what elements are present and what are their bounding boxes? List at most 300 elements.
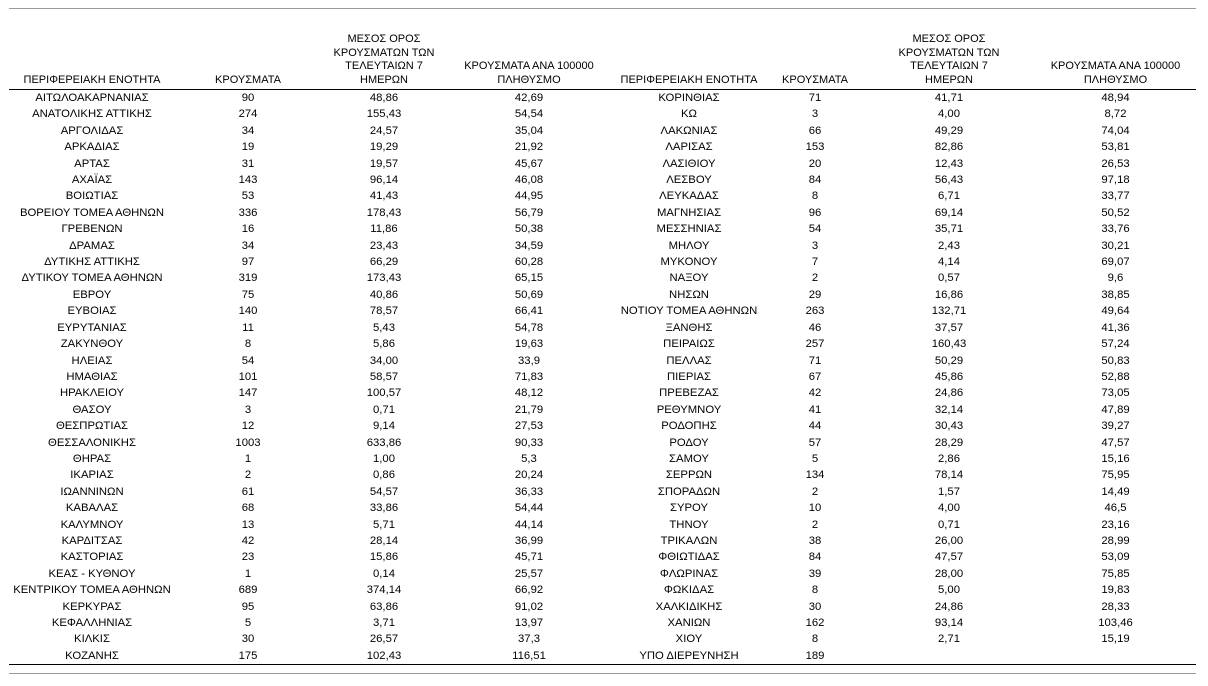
header-per100k-right: ΚΡΟΥΣΜΑΤΑ ΑΝΑ 100000 ΠΛΗΘΥΣΜΟ (1035, 33, 1196, 90)
cell-avg7-left: 5,43 (373, 321, 395, 334)
cell-per100k-right: 103,46 (1098, 617, 1133, 629)
cell-per100k-left: 91,02 (514, 600, 544, 613)
cell-region-left: ΓΡΕΒΕΝΩΝ (61, 223, 123, 236)
cell-avg7-right: 82,86 (934, 141, 964, 154)
cell-per100k-right: 15,16 (1101, 452, 1130, 465)
cell-region-left: ΗΜΑΘΙΑΣ (66, 370, 118, 383)
cell-region-left: ΚΑΒΑΛΑΣ (65, 502, 119, 515)
cell-per100k-right: 52,88 (1101, 370, 1130, 383)
table-row (9, 418, 1196, 434)
cell-region-left: ΙΩΑΝΝΙΝΩΝ (60, 485, 124, 498)
cell-per100k-left: 36,99 (514, 534, 544, 547)
table-row (9, 631, 1196, 647)
cell-cases-left: 54 (241, 354, 255, 367)
cell-per100k-left: 50,38 (514, 223, 544, 236)
cell-avg7-left: 19,57 (369, 157, 399, 170)
cell-per100k-left: 45,67 (514, 157, 544, 170)
cell-per100k-right: 38,85 (1101, 288, 1130, 301)
cell-cases-left: 16 (241, 223, 255, 236)
cell-region-right: ΠΕΙΡΑΙΩΣ (663, 338, 715, 351)
cell-per100k-left: 71,83 (514, 370, 544, 383)
cell-avg7-right: 2,43 (938, 239, 960, 252)
table-row (9, 533, 1196, 549)
cell-per100k-right: 53,09 (1101, 551, 1130, 564)
cell-cases-left: 175 (175, 648, 321, 665)
cell-avg7-right: 28,00 (934, 567, 964, 580)
table-row (9, 156, 1196, 172)
cell-per100k-right: 73,05 (1101, 387, 1130, 400)
table-row (9, 287, 1196, 303)
cell-cases-left: 140 (238, 305, 258, 318)
cell-region-left: ΔΥΤΙΚΟΥ ΤΟΜΕΑ ΑΘΗΝΩΝ (21, 272, 163, 285)
cell-avg7-right: 26,00 (934, 534, 964, 547)
cell-region-right: ΛΑΚΩΝΙΑΣ (660, 124, 718, 137)
cell-avg7-right: 4,14 (938, 256, 960, 269)
cell-region-right: ΠΕΛΛΑΣ (666, 354, 712, 367)
cell-avg7-left: 374,14 (366, 584, 402, 597)
regional-cases-table (9, 33, 1196, 665)
cell-avg7-left: 63,86 (369, 600, 399, 613)
cell-cases-left: 143 (238, 174, 258, 187)
cell-per100k-right: 39,27 (1101, 420, 1130, 433)
cell-cases-left: 274 (238, 108, 258, 121)
cell-avg7-left: 0,14 (373, 567, 395, 580)
cell-avg7-right: 12,43 (934, 157, 964, 170)
cell-cases-left: 68 (241, 502, 255, 515)
cell-cases-left: 34 (241, 124, 255, 137)
cell-region-left: ΙΚΑΡΙΑΣ (70, 469, 114, 482)
cell-region-left: ΚΑΛΥΜΝΟΥ (60, 518, 124, 531)
cell-cases-right: 257 (805, 338, 825, 351)
table-row (9, 385, 1196, 401)
cell-per100k-right: 28,33 (1101, 600, 1130, 613)
cell-per100k-left: 5,3 (521, 452, 537, 465)
cell-per100k-left: 54,44 (514, 502, 544, 515)
cell-per100k-right: 47,89 (1101, 403, 1130, 416)
cell-per100k-right: 26,53 (1101, 157, 1130, 170)
cell-region-right: ΧΑΛΚΙΔΙΚΗΣ (655, 600, 723, 613)
cell-per100k-left: 66,41 (514, 305, 544, 318)
cell-region-left: ΕΒΡΟΥ (72, 288, 112, 301)
cell-region-right: ΜΗΛΟΥ (668, 239, 710, 252)
cell-region-right: ΦΩΚΙΔΑΣ (663, 584, 715, 597)
cell-per100k-right: 33,76 (1101, 223, 1130, 236)
cell-region-left: ΚΕΑΣ - ΚΥΘΝΟΥ (48, 567, 136, 580)
cell-region-right: ΛΑΡΙΣΑΣ (665, 141, 713, 154)
cell-cases-left: 19 (241, 141, 255, 154)
cell-avg7-left: 26,57 (369, 633, 399, 646)
cell-per100k-right: 33,77 (1101, 190, 1130, 203)
cell-avg7-right: 78,14 (934, 469, 964, 482)
cell-region-left: ΚΑΣΤΟΡΙΑΣ (60, 551, 124, 564)
cell-avg7-right: 30,43 (934, 420, 964, 433)
cell-per100k-right: 53,81 (1101, 141, 1130, 154)
cell-avg7-right: 41,71 (934, 92, 964, 104)
cell-region-left: ΒΟΙΩΤΙΑΣ (65, 190, 119, 203)
cell-cases-right: 46 (808, 321, 822, 334)
cell-avg7-right (863, 648, 1035, 665)
header-avg7-right: ΜΕΣΟΣ ΟΡΟΣ ΚΡΟΥΣΜΑΤΩΝ ΤΩΝ ΤΕΛΕΥΤΑΙΩΝ 7 ΗΜΕΡΩΝ (863, 33, 1035, 90)
cell-per100k-left: 35,04 (514, 124, 544, 137)
cell-cases-right: 2 (811, 518, 819, 531)
cell-region-left: ΚΕΦΑΛΛΗΝΙΑΣ (51, 617, 133, 629)
table-row (9, 500, 1196, 516)
cell-cases-left: 689 (238, 584, 258, 597)
cell-per100k-left: 21,79 (514, 403, 544, 416)
cell-cases-right: 2 (811, 485, 819, 498)
cell-cases-left: 53 (241, 190, 255, 203)
cell-region-right: ΠΙΕΡΙΑΣ (666, 370, 712, 383)
cell-per100k-right: 28,99 (1101, 534, 1130, 547)
cell-cases-right: 10 (808, 502, 822, 515)
cell-region-right: ΡΟΔΟΠΗΣ (661, 420, 717, 433)
cell-avg7-left: 3,71 (373, 617, 395, 629)
cell-avg7-right: 5,00 (938, 584, 960, 597)
cell-region-right: ΦΘΙΩΤΙΔΑΣ (658, 551, 720, 564)
cell-per100k-left: 90,33 (514, 436, 544, 449)
cell-cases-right: 134 (805, 469, 825, 482)
cell-avg7-right: 45,86 (934, 370, 964, 383)
cell-per100k-left: 48,12 (514, 387, 544, 400)
cell-avg7-left: 11,86 (370, 223, 398, 236)
cell-cases-right: 29 (808, 288, 822, 301)
cell-avg7-left: 5,71 (373, 518, 395, 531)
cell-region-left: ΗΡΑΚΛΕΙΟΥ (59, 387, 125, 400)
cell-avg7-right: 93,14 (934, 617, 964, 629)
cell-per100k-right: 9,6 (1107, 272, 1124, 285)
cell-avg7-right: 37,57 (934, 321, 964, 334)
cell-region-left: ΖΑΚΥΝΘΟΥ (60, 338, 124, 351)
table-row (9, 549, 1196, 565)
cell-cases-right: 162 (805, 617, 825, 629)
cell-cases-right: 71 (808, 354, 822, 367)
header-region-right: ΠΕΡΙΦΕΡΕΙΑΚΗ ΕΝΟΤΗΤΑ (611, 33, 767, 90)
cell-region-left: ΚΕΡΚΥΡΑΣ (62, 600, 122, 613)
cell-cases-left: 97 (241, 256, 255, 269)
cell-avg7-right: 4,00 (938, 108, 960, 121)
cell-avg7-right: 50,29 (934, 354, 964, 367)
table-row (9, 139, 1196, 155)
cell-avg7-left: 24,57 (369, 124, 399, 137)
cell-per100k-right: 15,19 (1101, 633, 1130, 646)
cell-region-right: ΠΡΕΒΕΖΑΣ (659, 387, 719, 400)
cell-cases-left: 23 (241, 551, 255, 564)
cell-cases-right: 2 (811, 272, 819, 285)
cell-avg7-right: 0,71 (938, 518, 960, 531)
cell-avg7-left: 633,86 (366, 436, 402, 449)
cell-region-left: ΘΑΣΟΥ (72, 403, 112, 416)
cell-avg7-right: 1,57 (938, 485, 960, 498)
cell-region-left: ΑΧΑΪΑΣ (71, 174, 113, 187)
table-row (9, 303, 1196, 319)
cell-cases-left: 147 (238, 387, 258, 400)
cell-per100k-left: 34,59 (514, 239, 544, 252)
cell-cases-right: 66 (808, 124, 822, 137)
cell-per100k-left: 44,95 (514, 190, 544, 203)
cell-per100k-left: 56,79 (514, 206, 544, 219)
cell-per100k-right: 74,04 (1101, 124, 1130, 137)
cell-avg7-left: 33,86 (369, 502, 399, 515)
cell-region-left: ΘΕΣΠΡΩΤΙΑΣ (55, 420, 128, 433)
cell-cases-right: 30 (808, 600, 822, 613)
cell-region-right: ΛΕΣΒΟΥ (666, 174, 712, 187)
cell-region-left: ΔΡΑΜΑΣ (69, 239, 115, 252)
cell-region-left: ΘΕΣΣΑΛΟΝΙΚΗΣ (48, 436, 136, 449)
cell-per100k-left: 42,69 (514, 92, 544, 104)
cell-avg7-left: 23,43 (369, 239, 399, 252)
table-row (9, 353, 1196, 369)
cell-avg7-right: 0,57 (938, 272, 960, 285)
cell-per100k-left: 50,69 (514, 288, 544, 301)
cell-region-right: ΣΠΟΡΑΔΩΝ (657, 485, 721, 498)
cell-avg7-left: 58,57 (369, 370, 399, 383)
cell-per100k-right (1035, 648, 1196, 665)
cell-avg7-left: 41,43 (369, 190, 399, 203)
cell-region-right: ΝΑΞΟΥ (669, 272, 709, 285)
table-row (9, 566, 1196, 582)
cell-cases-left: 2 (244, 469, 252, 482)
cell-per100k-left: 13,97 (514, 617, 544, 629)
cell-region-left: ΗΛΕΙΑΣ (71, 354, 113, 367)
cell-cases-right: 57 (808, 436, 822, 449)
cell-region-right: ΤΡΙΚΑΛΩΝ (660, 534, 718, 547)
cell-region-right: ΣΥΡΟΥ (669, 502, 708, 515)
cell-per100k-right: 75,85 (1101, 567, 1130, 580)
cell-cases-right: 5 (811, 452, 819, 465)
cell-region-left: ΚΙΛΚΙΣ (74, 633, 110, 646)
cell-region-right: ΛΕΥΚΑΔΑΣ (659, 190, 719, 203)
cell-avg7-right: 24,86 (934, 600, 964, 613)
cell-cases-right: 39 (808, 567, 822, 580)
header-cases-left: ΚΡΟΥΣΜΑΤΑ (175, 33, 321, 90)
cell-avg7-left: 48,86 (369, 92, 399, 104)
cell-avg7-right: 6,71 (938, 190, 960, 203)
table-row (9, 369, 1196, 385)
cell-cases-right: 41 (808, 403, 822, 416)
cell-avg7-right: 160,43 (931, 338, 967, 351)
cell-per100k-right: 49,64 (1101, 305, 1130, 318)
table-row (9, 582, 1196, 598)
cell-avg7-right: 32,14 (934, 403, 964, 416)
cell-region-right: ΛΑΣΙΘΙΟΥ (662, 157, 716, 170)
cell-region-right: ΜΑΓΝΗΣΙΑΣ (656, 206, 722, 219)
table-row (9, 172, 1196, 188)
cell-cases-right: 263 (805, 305, 825, 318)
cell-cases-right: 42 (808, 387, 822, 400)
cell-region-right: ΤΗΝΟΥ (669, 518, 709, 531)
cell-per100k-right: 75,95 (1101, 469, 1130, 482)
cell-cases-right: 8 (811, 190, 819, 203)
cell-per100k-left: 21,92 (514, 141, 544, 154)
cell-cases-left: 61 (241, 485, 255, 498)
cell-cases-left: 13 (241, 518, 255, 531)
cell-cases-left: 11 (242, 321, 254, 334)
cell-cases-left: 1 (244, 452, 252, 465)
cell-per100k-right: 50,52 (1101, 206, 1130, 219)
cell-avg7-right: 2,86 (938, 452, 960, 465)
cell-region-right: ΝΗΣΩΝ (669, 288, 709, 301)
cell-cases-left: 34 (241, 239, 255, 252)
cell-avg7-right: 56,43 (934, 174, 964, 187)
cell-per100k-left: 36,33 (514, 485, 544, 498)
table-row (9, 336, 1196, 352)
bottom-rule (9, 673, 1196, 674)
table-row (9, 599, 1196, 615)
cell-cases-left: 12 (241, 420, 255, 433)
cell-cases-right: 8 (811, 584, 819, 597)
table-row (9, 402, 1196, 418)
header-avg7-left: ΜΕΣΟΣ ΟΡΟΣ ΚΡΟΥΣΜΑΤΩΝ ΤΩΝ ΤΕΛΕΥΤΑΙΩΝ 7 ΗΜΕΡΩΝ (321, 33, 447, 90)
cell-region-right: ΥΠΟ ΔΙΕΡΕΥΝΗΣΗ (611, 648, 767, 665)
cell-cases-right: 8 (811, 633, 819, 646)
cell-region-left: ΚΕΝΤΡΙΚΟΥ ΤΟΜΕΑ ΑΘΗΝΩΝ (13, 584, 171, 597)
table-row (9, 270, 1196, 286)
cell-per100k-left: 25,57 (514, 567, 544, 580)
cell-avg7-right: 16,86 (934, 288, 964, 301)
cell-per100k-left: 54,78 (514, 321, 544, 334)
cell-per100k-left: 33,9 (518, 354, 540, 367)
cell-avg7-right: 132,71 (931, 305, 967, 318)
cell-region-left: ΑΡΓΟΛΙΔΑΣ (60, 124, 124, 137)
top-rule (9, 8, 1196, 9)
cell-avg7-right: 69,14 (934, 206, 964, 219)
cell-avg7-left: 54,57 (369, 485, 399, 498)
cell-cases-left: 75 (241, 288, 255, 301)
header-per100k-left: ΚΡΟΥΣΜΑΤΑ ΑΝΑ 100000 ΠΛΗΘΥΣΜΟ (447, 33, 611, 90)
table-row (9, 435, 1196, 451)
cell-per100k-left: 66,92 (514, 584, 544, 597)
cell-per100k-left: 54,54 (514, 108, 544, 121)
cell-avg7-left: 15,86 (369, 551, 399, 564)
cell-region-left: ΚΑΡΔΙΤΣΑΣ (61, 534, 123, 547)
cell-per100k-left: 46,08 (514, 174, 544, 187)
cell-region-left: ΚΟΖΑΝΗΣ (9, 648, 175, 665)
cell-per100k-right: 57,24 (1101, 338, 1130, 351)
cell-avg7-left: 1,00 (373, 452, 395, 465)
cell-per100k-left: 37,3 (518, 633, 540, 646)
cell-cases-right: 38 (808, 534, 822, 547)
table-body (9, 90, 1196, 665)
table-row (9, 320, 1196, 336)
cell-avg7-left: 9,14 (373, 420, 395, 433)
cell-cases-right: 84 (808, 174, 822, 187)
cell-per100k-right: 14,49 (1101, 485, 1130, 498)
table-row (9, 90, 1196, 107)
cell-cases-left: 8 (244, 338, 252, 351)
cell-avg7-left: 28,14 (369, 534, 399, 547)
cell-region-left: ΘΗΡΑΣ (72, 452, 112, 465)
cell-region-right: ΧΙΟΥ (675, 633, 703, 646)
cell-region-right: ΚΟΡΙΝΘΙΑΣ (658, 92, 720, 104)
cell-region-left: ΕΥΡΥΤΑΝΙΑΣ (57, 321, 127, 334)
cell-cases-left: 1003 (235, 436, 261, 449)
cell-per100k-left: 65,15 (514, 272, 544, 285)
cell-per100k-left: 19,63 (514, 338, 544, 351)
cell-avg7-left: 66,29 (369, 256, 399, 269)
cell-per100k-right: 8,72 (1104, 108, 1127, 121)
cell-per100k-right: 46,5 (1104, 502, 1127, 515)
table-row (9, 467, 1196, 483)
cell-cases-left: 30 (241, 633, 255, 646)
cell-per100k-right: 23,16 (1101, 518, 1130, 531)
cell-per100k-left: 45,71 (514, 551, 544, 564)
table-row (9, 188, 1196, 204)
table-row (9, 648, 1196, 665)
cell-avg7-left: 96,14 (369, 174, 399, 187)
cell-cases-left: 336 (238, 206, 258, 219)
cell-per100k-left: 44,14 (514, 518, 544, 531)
cell-region-left: ΑΙΤΩΛΟΑΚΑΡΝΑΝΙΑΣ (35, 92, 149, 104)
cell-cases-left: 3 (244, 403, 252, 416)
table-row (9, 221, 1196, 237)
cell-per100k-right: 41,36 (1101, 321, 1130, 334)
table-row (9, 106, 1196, 122)
cell-avg7-right: 2,71 (938, 633, 960, 646)
cell-avg7-left: 100,57 (366, 387, 402, 400)
table-row (9, 484, 1196, 500)
cell-avg7-right: 47,57 (934, 551, 964, 564)
cell-region-left: ΕΥΒΟΙΑΣ (67, 305, 117, 318)
cell-per100k-right: 48,94 (1101, 92, 1130, 104)
cell-per100k-right: 69,07 (1101, 256, 1130, 269)
cell-avg7-left: 155,43 (366, 108, 402, 121)
cell-cases-right: 84 (808, 551, 822, 564)
cell-avg7-left: 178,43 (366, 206, 402, 219)
cell-per100k-left: 27,53 (514, 420, 544, 433)
cell-avg7-right: 24,86 (934, 387, 964, 400)
header-region-left: ΠΕΡΙΦΕΡΕΙΑΚΗ ΕΝΟΤΗΤΑ (9, 33, 175, 90)
table-row (9, 517, 1196, 533)
cell-avg7-right: 28,29 (934, 436, 964, 449)
cell-avg7-left: 34,00 (369, 354, 399, 367)
cell-cases-right: 96 (808, 206, 822, 219)
cell-cases-left: 319 (238, 272, 258, 285)
cell-avg7-left: 0,86 (373, 469, 395, 482)
table-row (9, 451, 1196, 467)
cell-cases-right: 189 (767, 648, 863, 665)
cell-avg7-left: 40,86 (369, 288, 399, 301)
cell-region-left: ΒΟΡΕΙΟΥ ΤΟΜΕΑ ΑΘΗΝΩΝ (19, 206, 165, 219)
cell-avg7-right: 35,71 (934, 223, 964, 236)
table-row (9, 615, 1196, 631)
cell-avg7-left: 0,71 (373, 403, 395, 416)
cell-region-left: ΑΡΤΑΣ (74, 157, 110, 170)
cell-region-left: ΔΥΤΙΚΗΣ ΑΤΤΙΚΗΣ (44, 256, 140, 269)
cell-region-right: ΚΩ (681, 108, 697, 121)
cell-region-right: ΜΕΣΣΗΝΙΑΣ (656, 223, 722, 236)
cell-per100k-right: 19,83 (1101, 584, 1130, 597)
cell-cases-right: 67 (808, 370, 822, 383)
cell-per100k-right: 50,83 (1101, 354, 1130, 367)
cell-per100k-right: 97,18 (1101, 174, 1130, 187)
cell-per100k-right: 30,21 (1101, 239, 1130, 252)
cell-cases-right: 153 (805, 141, 825, 154)
cell-avg7-left: 5,86 (373, 338, 395, 351)
cell-cases-left: 31 (241, 157, 255, 170)
cell-per100k-left: 20,24 (514, 469, 544, 482)
cell-region-right: ΡΕΘΥΜΝΟΥ (656, 403, 722, 416)
cell-avg7-left: 102,43 (321, 648, 447, 665)
cell-cases-right: 54 (808, 223, 822, 236)
cell-region-left: ΑΡΚΑΔΙΑΣ (64, 141, 120, 154)
cell-region-right: ΦΛΩΡΙΝΑΣ (659, 567, 719, 580)
cell-avg7-right: 4,00 (938, 502, 960, 515)
cell-region-right: ΜΥΚΟΝΟΥ (660, 256, 718, 269)
table-row (9, 238, 1196, 254)
cell-cases-left: 95 (241, 600, 255, 613)
table-row (9, 254, 1196, 270)
cell-per100k-left: 60,28 (514, 256, 544, 269)
